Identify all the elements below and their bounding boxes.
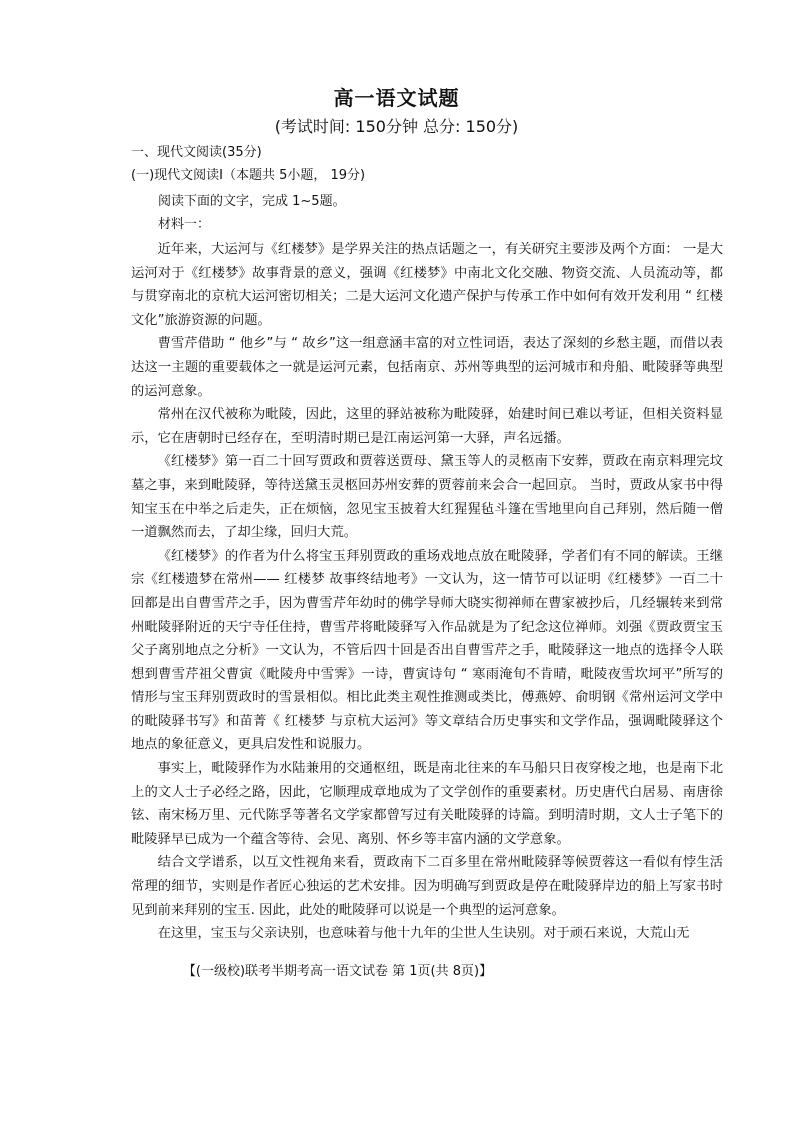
paragraph: 常州在汉代被称为毗陵，因此，这里的驿站被称为毗陵驿，始建时间已难以考证，但相关资料显示，它在唐朝时已经存在，至明清时期已是江南运河第一大驿，声名远播。 xyxy=(131,407,723,446)
reading-instruction: 阅读下面的文字，完成 1~5题。 xyxy=(158,194,346,209)
passage-body xyxy=(131,238,723,946)
section-heading: 一、现代文阅读(35分) xyxy=(131,145,262,160)
page-title: 高一语文试题 xyxy=(333,86,460,110)
paragraph: 曹雪芹借助 “ 他乡”与 “ 故乡”这一组意涵丰富的对立性词语，表达了深刻的乡愁主题，而借以表达这一主题的重要载体之一就是运河元素，包括南京、苏州等典型的运河城市和舟船、毗陵驿等典型的运河意象。 xyxy=(131,336,723,399)
exam-info: (考试时间: 150分钟 总分: 150分) xyxy=(274,117,519,136)
paragraph: 结合文学谱系，以互文性视角来看，贾政南下二百多里在常州毗陵驿等候贾蓉这一看似有悖生活常理的细节，实则是作者匠心独运的艺术安排。因为明确写到贾政是停在毗陵驿岸边的船上写家书时见到前来拜别的宝玉. 因此，此处的毗陵驿可以说是一个典型的运河意象。 xyxy=(131,855,723,918)
page-footer: 【(一级校)联考半期考高一语文试卷 第 1页(共 8页)】 xyxy=(182,964,493,979)
paragraph: 《红楼梦》第一百二十回写贾政和贾蓉送贾母、黛玉等人的灵柩南下安葬，贾政在南京料理完坟墓之事，来到毗陵驿，等待送黛玉灵柩回苏州安葬的贾蓉前来会合一起回京。 当时，贾政从家书中得知宝玉在中举之后走失，正在烦恼，忽见宝玉披着大红猩猩毡斗篷在雪地里向自己拜别，然后随一僧一道飘然而去，了却尘缘，回归大荒。 xyxy=(131,454,723,541)
subsection-heading: (一)现代文阅读Ⅰ（本题共 5小题， 19分) xyxy=(131,168,366,183)
paragraph: 近年来，大运河与《红楼梦》是学界关注的热点话题之一，有关研究主要涉及两个方面： 一是大运河对于《红楼梦》故事背景的意义，强调《红楼梦》中南北文化交融、物资交流、人员流动等，都与贯穿南北的京杭大运河密切相关；二是大运河文化遗产保护与传承工作中如何有效开发利用 “ 红楼文化”旅游资源的问题。 xyxy=(131,242,723,328)
paragraph: 在这里，宝玉与父亲诀别，也意味着与他十九年的尘世人生诀别。对于顽石来说，大荒山无 xyxy=(157,926,690,942)
material-label: 材料一： xyxy=(158,217,211,232)
paragraph: 《红楼梦》的作者为什么将宝玉拜别贾政的重场戏地点放在毗陵驿，学者们有不同的解读。王继宗《红楼遗梦在常州—— 红楼梦 故事终结地考》一文认为，这一情节可以证明《红楼梦》一百二十回都是出自曹雪芹之手，因为曹雪芹年幼时的佛学导师大晓实彻禅师在曹家被抄后，几经辗转来到常州毗陵驿附近的天宁寺任住持，曹雪芹将毗陵驿写入作品就是为了纪念这位禅师。刘强《贾政贾宝玉父子离别地点之分析》一文认为，不管后四十回是否出自曹雪芹之手，毗陵驿这一地点的选择令人联想到曹雪芹祖父曹寅《毗陵舟中雪霁》一诗，曹寅诗句 “ 寒雨淹旬不肯晴，毗陵夜雪坎坷平”所写的情形与宝玉拜别贾政时的雪景相似。相比此类主观性推测或类比，傅燕婷、俞明钢《常州运河文学中的毗陵驿书写》和苗菁《 红楼梦 与京杭大运河》等文章结合历史事实和文学作品，强调毗陵驿这个地点的象征意义，更具启发性和说服力。 xyxy=(131,548,723,753)
paragraph: 事实上，毗陵驿作为水陆兼用的交通枢纽，既是南北往来的车马船只日夜穿梭之地，也是南下北上的文人士子必经之路，因此，它顺理成章地成为了文学创作的重要素材。历史唐代白居易、南唐徐铉、南宋杨万里、元代陈孚等著名文学家都曾写过有关毗陵驿的诗篇。到明清时期，文人士子笔下的毗陵驿早已成为一个蕴含等待、会见、离别、怀乡等丰富内涵的文学意象。 xyxy=(131,761,723,847)
